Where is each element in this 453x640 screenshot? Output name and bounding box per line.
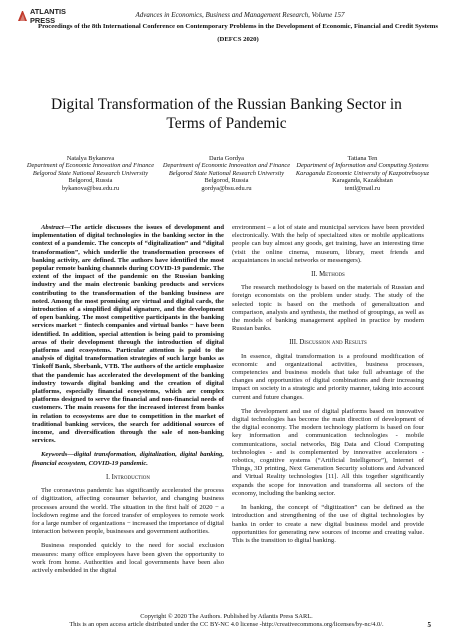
section-heading: I. Introduction xyxy=(105,473,151,481)
paragraph: The research methodology is based on the materials of Russian and foreign economists on the problem under study. The study of the selected topic is based on the methods of generalization and comparison, analysis and synthesis, the method of groupings, as well as the models of banking management applied in practice by modern Russian banks. xyxy=(232,284,424,333)
author-email[interactable]: bykanova@bsu.edu.ru xyxy=(61,184,120,192)
author-department: Department of Economic Innovation and Finance xyxy=(26,162,155,170)
author-organization: Belgorod State National Research University xyxy=(32,169,149,177)
paragraph: environment – a lot of state and municipal services have been provided electronically. With the help of specialized sites or mobile applications people can buy almost any goods, get training, have an interesting time (visit the online cinema, museum, library, meet friends and acquaintances in social networks or messengers). xyxy=(232,224,424,264)
page-number: 5 xyxy=(427,621,431,629)
author-name: Natalya Bykanova xyxy=(66,155,115,162)
license-notice[interactable]: This is an open access article distributed under the CC BY-NC 4.0 license -http://creativecommons.org/licenses/by-nc/4.0/. xyxy=(69,621,384,628)
author-department: Department of Information and Computing Systems xyxy=(296,162,429,170)
keywords: Keywords—digital transformation, digitalization, digital banking, financial ecosystem, COVID-19 pandemic. xyxy=(32,451,224,467)
author-city: Belgorod, Russia xyxy=(204,177,249,185)
right-column xyxy=(232,224,424,551)
author-name: Daria Gordya xyxy=(209,155,244,162)
abstract xyxy=(32,224,224,445)
paragraph: Business responded quickly to the need for social exclusion measures: many office employees have been given the opportunity to work from home. Authorities and local governments have been also actively embedded in the digital xyxy=(32,542,224,574)
author-department: Department of Economic Innovation and Finance xyxy=(162,162,291,170)
author-organization: Belgorod State National Research University xyxy=(168,169,285,177)
copyright-notice: Copyright © 2020 The Authors. Published by Atlantis Press SARL. xyxy=(140,613,313,620)
paragraph: In essence, digital transformation is a profound modification of economic and organizational activities, business processes, competencies and business models that take full advantage of the changes and opportunities of digital combinations and their increasing impact on society in a strategic and priority manner, taking into account current and future changes. xyxy=(232,352,424,401)
section-heading: II. Methods xyxy=(311,271,345,279)
author-email[interactable]: tentl@mail.ru xyxy=(344,184,381,192)
author-city: Karaganda, Kazakhstan xyxy=(332,177,393,185)
author-block xyxy=(154,155,299,192)
paragraph: The development and use of digital platforms based on innovative digital technologies has become the main direction of development of the digital economy. The modern technology platform is based on four key information and communication technologies - mobile communications, social networks, Big Data and Cloud Computing technologies - and is complemented by innovative accelerators - robotics, cognitive systems (“Artificial Intelligence”), Internet of Things, 3D printing, Next Generation Security solutions and Advanced and Virtual Reality technologies [11]. All this together significantly expands the scope for innovation and transforms all sectors of the economy, including the banking sector. xyxy=(232,407,424,497)
author-city: Belgorod, Russia xyxy=(68,177,113,185)
paragraph: In banking, the concept of “digitization” can be defined as the introduction and strengthening of the use of digital technologies by banks in order to create a new digital business model and provide opportunities for generating new sources of income and creating value. This is the transition to digital banking. xyxy=(232,504,424,544)
author-email[interactable]: gordya@bsu.edu.ru xyxy=(201,184,252,192)
journal-header: Advances in Economics, Business and Management Research, Volume 157 xyxy=(135,11,345,19)
footer xyxy=(20,613,433,629)
abstract-text: The article discusses the issues of development and implementation of digital technologies in the banking sector in the context of a pandemic. The concepts of “digitalization” and “digital transformation”, which underlie the transformation processes of banking activity, are defined. The authors have identified the most popular remote banking channels during COVID-19 pandemic. The extent of the impact of the pandemic on the Russian banking industry and the main electronic banking products and services contributing to the transformation of the banking business are noted. Among the most promising are virtual and digital cards, the introduction of a simplified digital signature, and the development of open banking. The most competitive participants in the banking services market − fintech companies and virtual banks − have been identified. In addition, special attention is being paid to promising areas of their development through the introduction of digital platforms and ecosystems. Particular attention is paid to the analysis of digital transformation strategies of such large banks as Tinkoff Bank, Sberbank, VTB. The authors of the article emphasize that the pandemic has accelerated the development of the banking industry towards digital banking and the creation of digital platforms, especially financial ecosystems, which are complex platforms designed to serve the financial and non-financial needs of customers. The main reasons for the increased interest from banks in relation to ecosystems are due to competition in the market of traditional banking services, the search for additional sources of income, and diversification through the sale of non-banking services. xyxy=(32,224,224,445)
author-block xyxy=(18,155,163,192)
proceedings-header: Proceedings of the 8th International Conference on Contemporary Problems in the Development of Economic, Financial and Credit Systems (DEFCS 2020) xyxy=(38,23,438,43)
abstract-lead: Abstract— xyxy=(41,224,71,231)
left-column xyxy=(32,224,224,581)
section-heading: III. Discussion and Results xyxy=(289,339,367,347)
author-organization: Karaganda Economic University of Kazpotrebsoyuz xyxy=(295,169,430,177)
author-block xyxy=(290,155,435,192)
logo-text: ATLANTIS PRESS xyxy=(30,7,66,25)
paragraph: The coronavirus pandemic has significantly accelerated the process of digitization, affecting consumer behavior, and changing business processes around the world. The situation in the first half of 2020 − a lockdown regime and the forced transfer of employees to remote work for a large number of organizations − increased the importance of digital interaction between people, businesses and government authorities. xyxy=(32,487,224,536)
author-name: Tatiana Ten xyxy=(347,155,378,162)
paper-title: Digital Transformation of the Russian Banking Sector in Terms of Pandemic xyxy=(51,96,402,132)
